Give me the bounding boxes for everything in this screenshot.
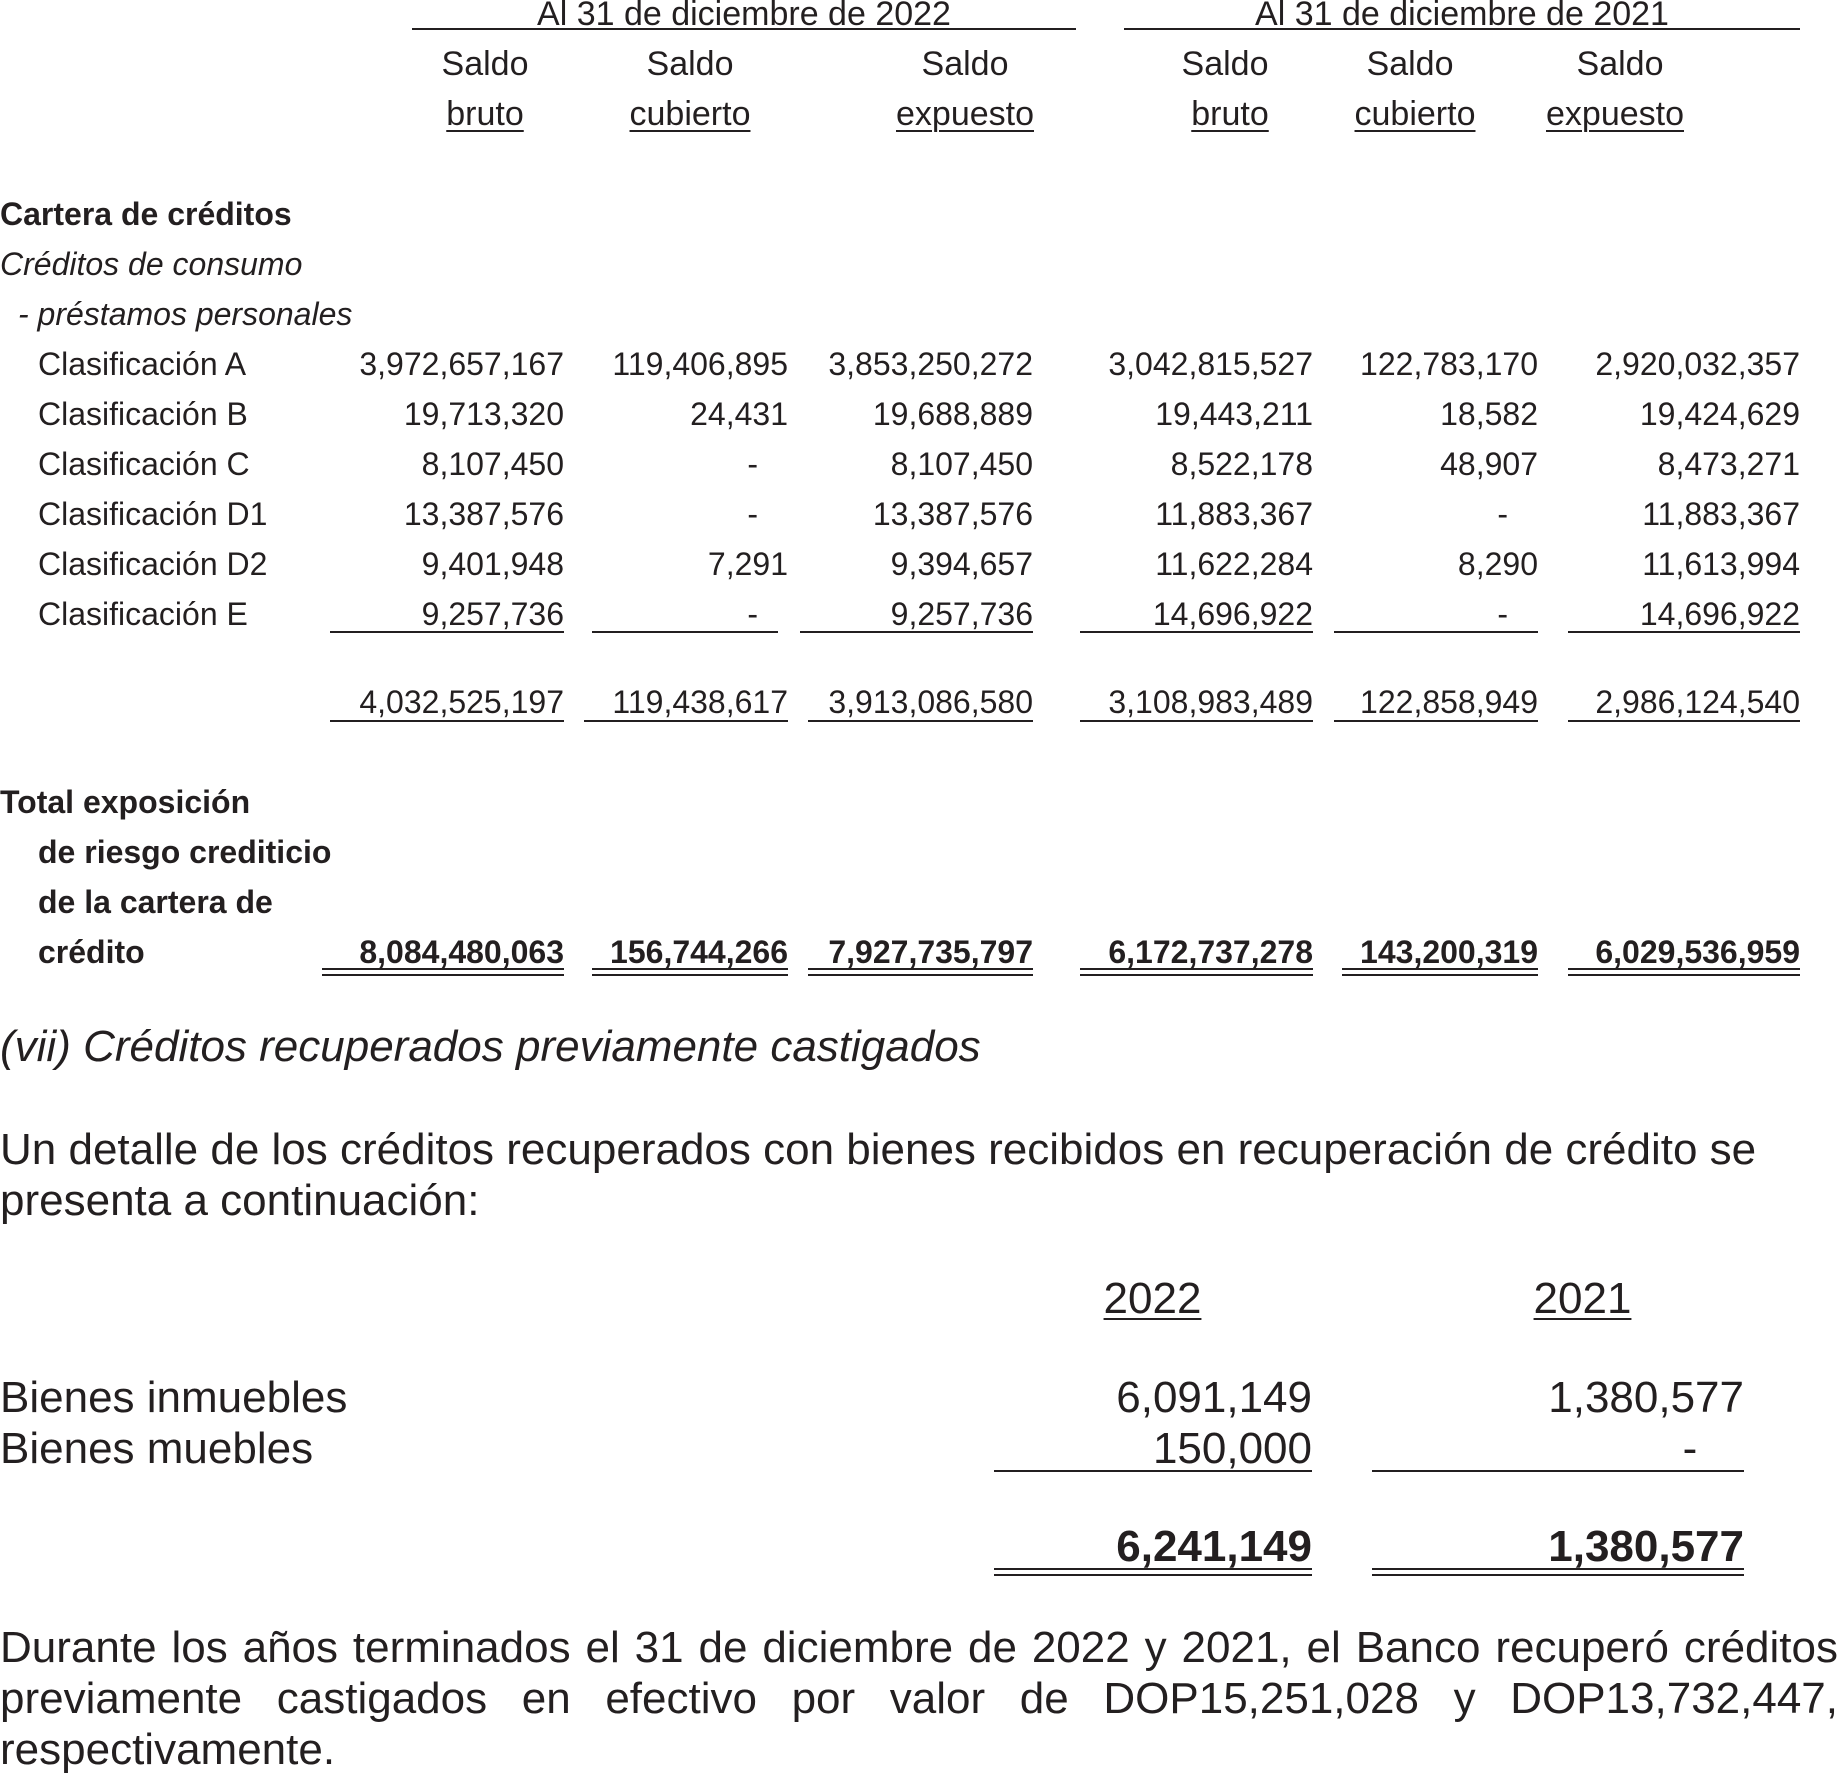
classification-cell: 9,257,736 xyxy=(421,596,564,632)
classification-cell: 14,696,922 xyxy=(1152,596,1313,632)
col-header-l1: Saldo xyxy=(1366,45,1454,83)
total-cell: 7,927,735,797 xyxy=(828,934,1033,970)
period-2021-rule xyxy=(1124,28,1800,30)
subtotal-cell: 119,438,617 xyxy=(612,684,788,720)
rule xyxy=(1372,1470,1744,1472)
classification-label: Clasificación C xyxy=(38,446,250,482)
rule xyxy=(330,631,564,633)
double-rule xyxy=(808,968,1033,976)
classification-cell: 18,582 xyxy=(1440,396,1538,432)
period-2022-rule xyxy=(412,28,1076,30)
classification-cell: 14,696,922 xyxy=(1639,596,1800,632)
total-label-line: de riesgo crediticio xyxy=(38,834,332,870)
classification-cell: 24,431 xyxy=(690,396,788,432)
classification-label: Clasificación A xyxy=(38,346,247,382)
double-rule xyxy=(1568,968,1800,976)
classification-cell: 13,387,576 xyxy=(403,496,564,532)
section-subtitle: Créditos de consumo xyxy=(0,246,303,282)
rule xyxy=(800,631,1033,633)
total-cell: 6,172,737,278 xyxy=(1108,934,1313,970)
classification-cell: 3,042,815,527 xyxy=(1108,346,1313,382)
classification-cell: 8,473,271 xyxy=(1657,446,1800,482)
total-cell: 8,084,480,063 xyxy=(359,934,564,970)
total-label-line: de la cartera de xyxy=(38,884,273,920)
year-2022-header: 2022 xyxy=(1103,1274,1202,1323)
classification-cell: 48,907 xyxy=(1440,446,1538,482)
classification-cell: - xyxy=(1497,496,1508,532)
double-rule xyxy=(994,1568,1312,1576)
classification-cell: 11,622,284 xyxy=(1155,546,1313,582)
subtotal-cell: 3,913,086,580 xyxy=(828,684,1033,720)
classification-cell: 2,920,032,357 xyxy=(1595,346,1800,382)
classification-cell: - xyxy=(747,596,758,632)
double-rule xyxy=(592,968,788,976)
classification-cell: 11,883,367 xyxy=(1642,496,1800,532)
classification-cell: 119,406,895 xyxy=(612,346,788,382)
total-label-line: Total exposición xyxy=(0,784,251,820)
section-subsubtitle: - préstamos personales xyxy=(18,296,353,332)
vii-row-value: 6,091,149 xyxy=(1116,1373,1312,1422)
col-header-l2: expuesto xyxy=(1546,95,1684,133)
double-rule xyxy=(1372,1568,1744,1576)
classification-label: Clasificación D2 xyxy=(38,546,268,582)
section-vii-closing: Durante los años terminados el 31 de diciembre de 2022 y 2021, el Banco recuperó créditos previamente castigados en efectivo por valor de DOP15,251,028 y DOP13,732,447, respectivamente. xyxy=(0,1623,1838,1774)
col-header-l2: expuesto xyxy=(896,95,1034,133)
rule xyxy=(330,720,564,722)
classification-cell: 3,972,657,167 xyxy=(359,346,564,382)
classification-cell: 3,853,250,272 xyxy=(828,346,1033,382)
classification-cell: 8,107,450 xyxy=(890,446,1033,482)
period-2022-header: Al 31 de diciembre de 2022 xyxy=(537,0,951,33)
period-2021-header: Al 31 de diciembre de 2021 xyxy=(1255,0,1669,33)
classification-label: Clasificación E xyxy=(38,596,248,632)
classification-cell: 19,713,320 xyxy=(403,396,564,432)
classification-cell: 13,387,576 xyxy=(872,496,1033,532)
rule xyxy=(1568,631,1800,633)
subtotal-cell: 2,986,124,540 xyxy=(1595,684,1800,720)
rule xyxy=(584,720,788,722)
vii-row-value: 150,000 xyxy=(1152,1424,1312,1473)
rule xyxy=(808,720,1033,722)
rule xyxy=(1080,631,1313,633)
col-header-l1: Saldo xyxy=(646,45,734,83)
double-rule xyxy=(1342,968,1538,976)
total-label-line: crédito xyxy=(38,934,145,970)
total-cell: 156,744,266 xyxy=(610,934,788,970)
total-cell: 143,200,319 xyxy=(1360,934,1538,970)
col-header-l1: Saldo xyxy=(1181,45,1269,83)
classification-cell: 19,424,629 xyxy=(1639,396,1800,432)
classification-cell: 122,783,170 xyxy=(1360,346,1538,382)
section-vii-heading: (vii) Créditos recuperados previamente castigados xyxy=(0,1022,981,1071)
classification-cell: - xyxy=(747,496,758,532)
col-header-l2: bruto xyxy=(446,95,524,133)
classification-cell: 8,522,178 xyxy=(1170,446,1313,482)
classification-cell: 7,291 xyxy=(707,546,788,582)
vii-row-label: Bienes muebles xyxy=(0,1424,314,1473)
year-2021-header: 2021 xyxy=(1533,1274,1632,1323)
classification-cell: - xyxy=(1497,596,1508,632)
col-header-l1: Saldo xyxy=(441,45,529,83)
classification-cell: 19,688,889 xyxy=(872,396,1033,432)
classification-cell: 9,257,736 xyxy=(890,596,1033,632)
classification-label: Clasificación B xyxy=(38,396,248,432)
col-header-l2: bruto xyxy=(1191,95,1269,133)
col-header-l2: cubierto xyxy=(629,95,751,133)
vii-row-value: 1,380,577 xyxy=(1548,1373,1744,1422)
subtotal-cell: 122,858,949 xyxy=(1360,684,1538,720)
classification-cell: 8,290 xyxy=(1457,546,1538,582)
subtotal-cell: 3,108,983,489 xyxy=(1108,684,1313,720)
classification-cell: 19,443,211 xyxy=(1155,396,1313,432)
vii-row-value: - xyxy=(1682,1424,1698,1473)
classification-cell: 8,107,450 xyxy=(421,446,564,482)
classification-label: Clasificación D1 xyxy=(38,496,268,532)
rule xyxy=(994,1470,1312,1472)
col-header-l1: Saldo xyxy=(921,45,1009,83)
double-rule xyxy=(322,968,564,976)
classification-cell: 9,401,948 xyxy=(421,546,564,582)
classification-cell: 11,883,367 xyxy=(1155,496,1313,532)
rule xyxy=(1568,720,1800,722)
total-cell: 6,029,536,959 xyxy=(1595,934,1800,970)
rule xyxy=(1334,631,1538,633)
classification-cell: - xyxy=(747,446,758,482)
col-header-l2: cubierto xyxy=(1354,95,1476,133)
section-vii-intro: Un detalle de los créditos recuperados con bienes recibidos en recuperación de crédito se presenta a continuación: xyxy=(0,1125,1757,1225)
rule xyxy=(1334,720,1538,722)
rule xyxy=(592,631,778,633)
vii-row-label: Bienes inmuebles xyxy=(0,1373,348,1422)
vii-total-value: 1,380,577 xyxy=(1548,1522,1744,1571)
classification-cell: 11,613,994 xyxy=(1642,546,1800,582)
rule xyxy=(1080,720,1313,722)
subtotal-cell: 4,032,525,197 xyxy=(359,684,564,720)
section-title: Cartera de créditos xyxy=(0,196,292,232)
col-header-l1: Saldo xyxy=(1576,45,1664,83)
double-rule xyxy=(1080,968,1313,976)
classification-cell: 9,394,657 xyxy=(890,546,1033,582)
vii-total-value: 6,241,149 xyxy=(1116,1522,1312,1571)
